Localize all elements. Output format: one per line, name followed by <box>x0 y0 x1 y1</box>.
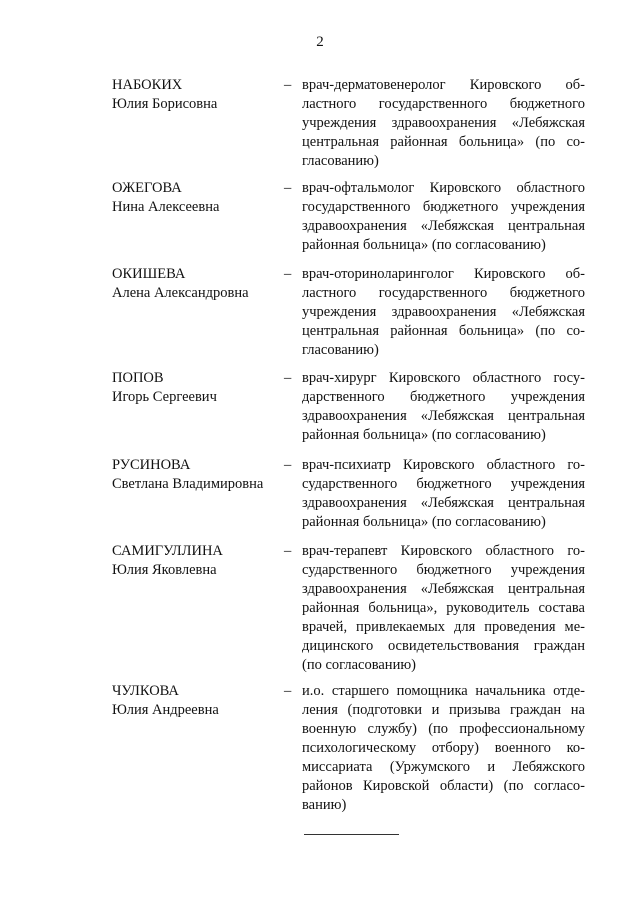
position-line: учреждения здравоохранения «Лебяжская <box>302 304 585 320</box>
member-given-names: Игорь Сергеевич <box>112 389 217 405</box>
member-name <box>112 265 284 360</box>
member-given-names: Юлия Яковлевна <box>112 562 217 578</box>
member-position <box>302 179 585 255</box>
position-line: районная больница» (по согласованию) <box>302 514 546 530</box>
member-position <box>302 542 585 675</box>
position-line: врач-терапевт Кировского областного го- <box>302 543 585 559</box>
member-entry-rusinova <box>112 456 602 532</box>
position-line: здравоохранения «Лебяжская центральная <box>302 408 585 424</box>
position-line: ванию) <box>302 797 347 813</box>
position-line: здравоохранения «Лебяжская центральная <box>302 218 585 234</box>
member-name <box>112 542 284 675</box>
member-name <box>112 76 284 171</box>
position-line: сударственного бюджетного учреждения <box>302 476 585 492</box>
position-line: здравоохранения «Лебяжская центральная <box>302 495 585 511</box>
member-given-names: Юлия Андреевна <box>112 702 219 718</box>
dash-separator: – <box>284 77 292 93</box>
position-line: врач-психиатр Кировского областного го- <box>302 457 585 473</box>
position-line: (по согласованию) <box>302 657 416 673</box>
member-entry-ozhegova <box>112 179 602 255</box>
member-surname: ОЖЕГОВА <box>112 180 182 196</box>
member-given-names: Светлана Владимировна <box>112 476 264 492</box>
member-entry-chulkova <box>112 682 602 815</box>
position-line: районов Кировской области) (по согласо- <box>302 778 585 794</box>
position-line: ластного государственного бюджетного <box>302 285 585 301</box>
position-line: районная больница» (по согласованию) <box>302 427 546 443</box>
position-line: государственного бюджетного учреждения <box>302 199 585 215</box>
member-surname: САМИГУЛЛИНА <box>112 543 223 559</box>
position-line: сударственного бюджетного учреждения <box>302 562 585 578</box>
member-surname: РУСИНОВА <box>112 457 191 473</box>
member-surname: НАБОКИХ <box>112 77 183 93</box>
position-line: центральная районная больница» (по со- <box>302 323 585 339</box>
position-line: дицинского освидетельствования граждан <box>302 638 585 654</box>
position-line: врачей, привлекаемых для проведения ме- <box>302 619 585 635</box>
end-of-list-rule <box>304 834 399 835</box>
member-given-names: Юлия Борисовна <box>112 96 218 112</box>
position-line: военную службу) (по профессиональному <box>302 721 585 737</box>
position-line: ления (подготовки и призыва граждан на <box>302 702 585 718</box>
position-line: психологическому отбору) военного ко- <box>302 740 585 756</box>
dash-separator: – <box>284 180 292 196</box>
position-line: врач-дерматовенеролог Кировского об- <box>302 77 585 93</box>
member-entry-okisheva <box>112 265 602 360</box>
dash-separator: – <box>284 683 292 699</box>
member-position <box>302 369 585 445</box>
position-line: учреждения здравоохранения «Лебяжская <box>302 115 585 131</box>
position-line: дарственного бюджетного учреждения <box>302 389 585 405</box>
position-line: гласованию) <box>302 342 379 358</box>
member-surname: ЧУЛКОВА <box>112 683 179 699</box>
member-entry-popov <box>112 369 602 445</box>
position-line: ластного государственного бюджетного <box>302 96 585 112</box>
dash-separator: – <box>284 370 292 386</box>
member-surname: ПОПОВ <box>112 370 164 386</box>
dash-separator: – <box>284 457 292 473</box>
position-line: врач-хирург Кировского областного госу- <box>302 370 585 386</box>
member-name <box>112 369 284 445</box>
dash-separator: – <box>284 266 292 282</box>
member-name <box>112 456 284 532</box>
member-position <box>302 682 585 815</box>
position-line: врач-офтальмолог Кировского областного <box>302 180 585 196</box>
dash-separator: – <box>284 543 292 559</box>
position-line: врач-оториноларинголог Кировского об- <box>302 266 585 282</box>
member-position <box>302 456 585 532</box>
member-name <box>112 682 284 815</box>
position-line: миссариата (Уржумского и Лебяжского <box>302 759 585 775</box>
member-name <box>112 179 284 255</box>
page-number: 2 <box>316 34 324 50</box>
member-surname: ОКИШЕВА <box>112 266 186 282</box>
member-entry-samigullina <box>112 542 602 675</box>
position-line: районная больница» (по согласованию) <box>302 237 546 253</box>
member-position <box>302 265 585 360</box>
position-line: здравоохранения «Лебяжская центральная <box>302 581 585 597</box>
member-given-names: Алена Александровна <box>112 285 249 301</box>
member-entry-nabokikh <box>112 76 602 171</box>
member-position <box>302 76 585 171</box>
position-line: центральная районная больница» (по со- <box>302 134 585 150</box>
position-line: районная больница», руководитель состава <box>302 600 585 616</box>
position-line: и.о. старшего помощника начальника отде- <box>302 683 585 699</box>
member-given-names: Нина Алексеевна <box>112 199 220 215</box>
position-line: гласованию) <box>302 153 379 169</box>
